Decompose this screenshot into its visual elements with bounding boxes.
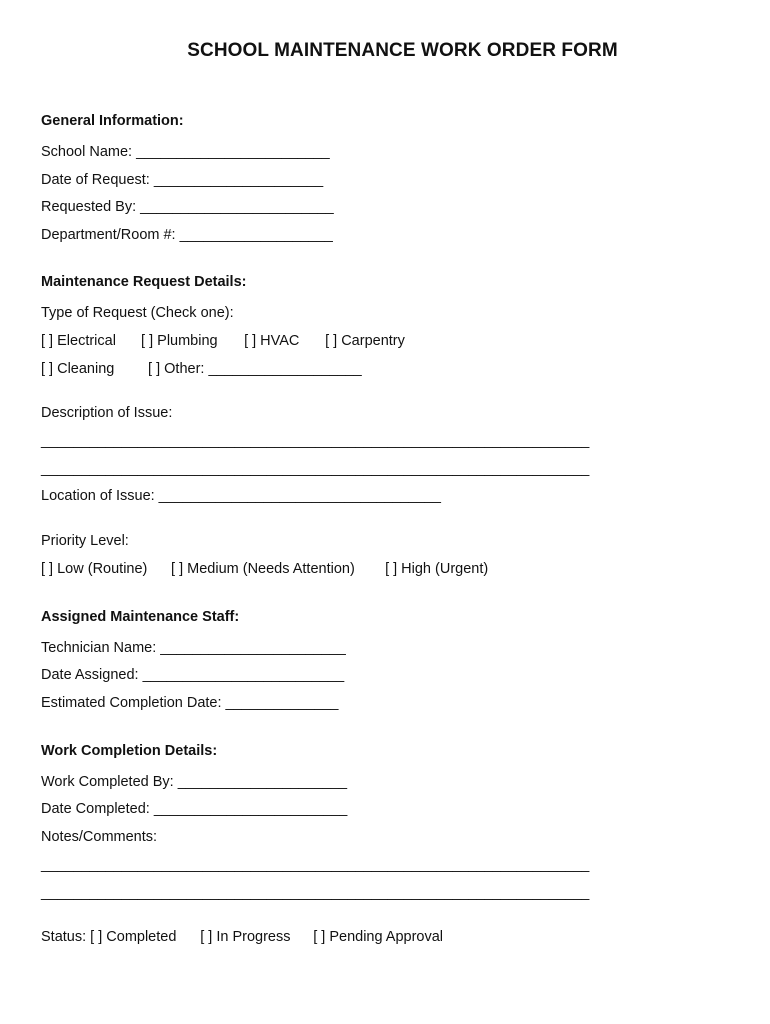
notes-line-2[interactable]: ____________________________________________________________________ [41, 885, 590, 901]
status-label: Status: [41, 929, 91, 945]
date-of-request-field[interactable]: Date of Request: _____________________ [41, 172, 324, 188]
checkbox-priority-high[interactable]: [ ] High (Urgent) [385, 561, 489, 577]
checkbox-hvac[interactable]: [ ] HVAC [244, 333, 300, 349]
checkbox-plumbing[interactable]: [ ] Plumbing [141, 333, 218, 349]
department-room-field[interactable]: Department/Room #: ___________________ [41, 227, 333, 243]
location-of-issue-field[interactable]: Location of Issue: ___________________________________ [41, 488, 441, 504]
priority-options-row [41, 560, 488, 578]
priority-level-label: Priority Level: [41, 533, 129, 549]
date-assigned-field[interactable]: Date Assigned: _________________________ [41, 667, 345, 683]
request-type-row-1 [41, 332, 405, 350]
checkbox-status-completed[interactable]: [ ] Completed [90, 929, 177, 945]
description-line-2[interactable]: ____________________________________________________________________ [41, 461, 590, 477]
status-row [41, 928, 443, 946]
description-label: Description of Issue: [41, 405, 173, 421]
type-of-request-label: Type of Request (Check one): [41, 305, 234, 321]
checkbox-priority-medium[interactable]: [ ] Medium (Needs Attention) [171, 561, 355, 577]
school-name-field[interactable]: School Name: ________________________ [41, 144, 330, 160]
checkbox-electrical[interactable]: [ ] Electrical [41, 333, 116, 349]
notes-line-1[interactable]: ____________________________________________________________________ [41, 857, 590, 873]
work-completion-heading: Work Completion Details: [41, 743, 218, 759]
notes-comments-label: Notes/Comments: [41, 829, 158, 845]
requested-by-field[interactable]: Requested By: ________________________ [41, 199, 334, 215]
work-completed-by-field[interactable]: Work Completed By: _____________________ [41, 774, 348, 790]
checkbox-carpentry[interactable]: [ ] Carpentry [325, 333, 405, 349]
request-type-row-2 [41, 360, 362, 378]
date-completed-field[interactable]: Date Completed: ________________________ [41, 801, 348, 817]
technician-name-field[interactable]: Technician Name: _______________________ [41, 640, 346, 656]
checkbox-other[interactable]: [ ] Other: ___________________ [148, 361, 362, 377]
checkbox-status-pending-approval[interactable]: [ ] Pending Approval [313, 929, 444, 945]
estimated-completion-field[interactable]: Estimated Completion Date: ______________ [41, 695, 339, 711]
form-title: SCHOOL MAINTENANCE WORK ORDER FORM [187, 40, 618, 61]
checkbox-cleaning[interactable]: [ ] Cleaning [41, 361, 115, 377]
general-information-heading: General Information: [41, 113, 184, 129]
assigned-staff-heading: Assigned Maintenance Staff: [41, 609, 240, 625]
checkbox-priority-low[interactable]: [ ] Low (Routine) [41, 561, 148, 577]
description-line-1[interactable]: ____________________________________________________________________ [41, 433, 590, 449]
checkbox-status-in-progress[interactable]: [ ] In Progress [200, 929, 291, 945]
request-details-heading: Maintenance Request Details: [41, 274, 247, 290]
